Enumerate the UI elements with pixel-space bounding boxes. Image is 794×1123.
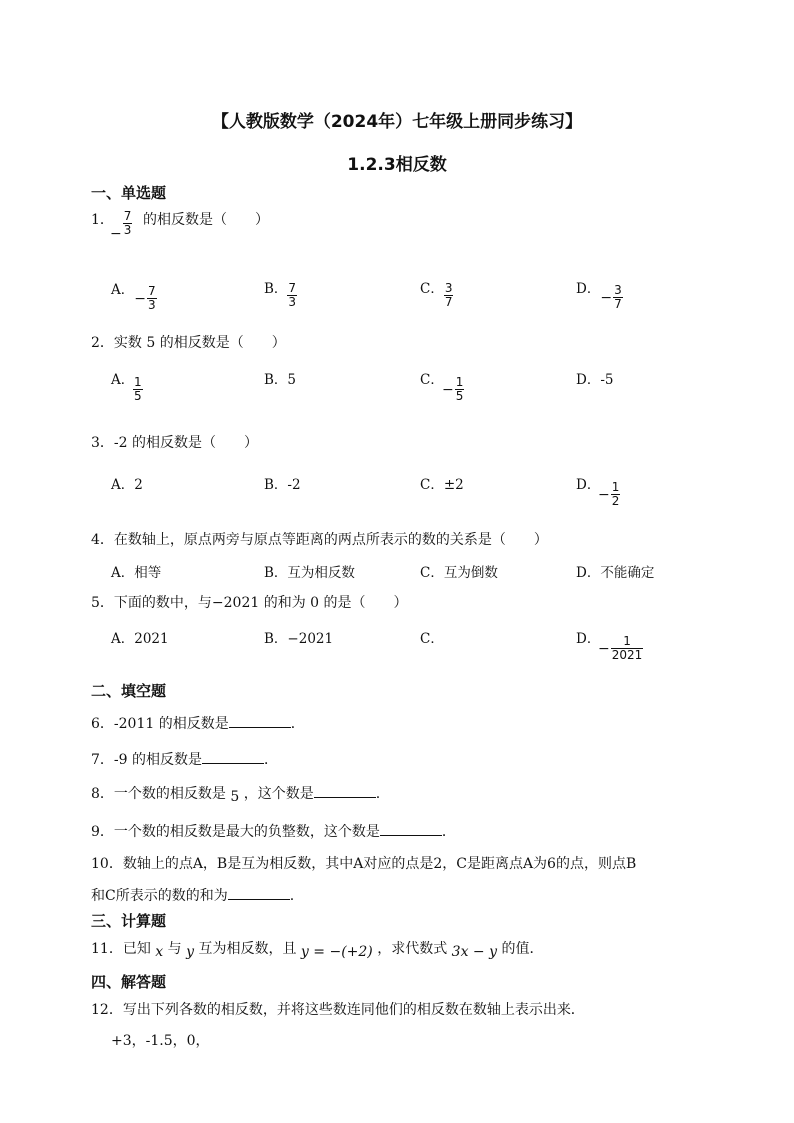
fraction: $\frac{7}{3}$: [123, 209, 132, 237]
answer-blank[interactable]: [380, 821, 442, 836]
section-heading-calculation: 三、计算题: [91, 912, 167, 930]
option-a[interactable]: A． $\frac{1}{5}$: [111, 372, 142, 403]
document-title: 【人教版数学（2024年）七年级上册同步练习】: [211, 112, 583, 132]
question-number: 1．: [91, 212, 114, 228]
option-a[interactable]: A．相等: [111, 565, 162, 581]
option-d[interactable]: D． − $\frac{1}{2}$: [576, 477, 620, 508]
minus-sign: −: [110, 225, 122, 242]
answer-blank[interactable]: [228, 885, 290, 900]
question-8: 8．一个数的相反数是 5 ，这个数是 .: [91, 783, 380, 803]
option-a[interactable]: A．2: [111, 477, 143, 493]
option-b[interactable]: B．互为相反数: [264, 565, 355, 581]
answer-blank[interactable]: [314, 783, 376, 798]
option-a[interactable]: A．2021: [111, 631, 169, 647]
variable-x: x: [155, 944, 164, 960]
question-9: 9．一个数的相反数是最大的负整数，这个数是 ．: [91, 821, 456, 841]
question-12: 12．写出下列各数的相反数，并将这些数连同他们的相反数在数轴上表示出来．: [91, 1002, 585, 1018]
document-subtitle: 1.2.3相反数: [347, 155, 447, 175]
question-2: 2．实数 5 的相反数是（ ）: [91, 335, 286, 351]
option-b[interactable]: B．-2: [264, 477, 301, 493]
section-heading-single-choice: 一、单选题: [91, 184, 167, 202]
option-d[interactable]: D． − $\frac{1}{2021}$: [576, 631, 643, 662]
question-1-fraction: [110, 209, 132, 242]
option-c[interactable]: C．±2: [420, 477, 464, 493]
question-3: 3．-2 的相反数是（ ）: [91, 435, 258, 451]
answer-blank[interactable]: [202, 749, 264, 764]
equation: y = −(+2): [300, 944, 373, 960]
option-b[interactable]: B． $\frac{7}{3}$: [264, 281, 297, 309]
question-7: 7．-9 的相反数是 ．: [91, 749, 278, 769]
question-10-line-1: 10．数轴上的点A，B是互为相反数，其中A对应的点是2，C是距离点A为6的点，则点B: [91, 856, 637, 872]
option-c[interactable]: C． − $\frac{1}{5}$: [420, 372, 464, 403]
question-5: 5．下面的数中，与−2021 的和为 0 的是（ ）: [91, 595, 408, 611]
variable-y: y: [186, 944, 195, 960]
option-d[interactable]: D．-5: [576, 372, 614, 388]
section-heading-answer: 四、解答题: [91, 973, 167, 991]
option-d[interactable]: D．− $\frac{3}{7}$: [576, 281, 622, 311]
option-c[interactable]: C．互为倒数: [420, 565, 498, 581]
expression: 3x − y: [451, 944, 498, 960]
question-6: 6．-2011 的相反数是 ．: [91, 713, 305, 733]
question-12-values: +3，-1.5，0，: [111, 1033, 210, 1049]
question-11: 11．已知 x 与 y 互为相反数，且 y = −(+2) ，求代数式 3x − y 的值．: [91, 941, 544, 960]
question-4: 4．在数轴上，原点两旁与原点等距离的两点所表示的数的关系是（ ）: [91, 532, 548, 548]
answer-blank[interactable]: [229, 713, 291, 728]
section-heading-fill-blank: 二、填空题: [91, 682, 167, 700]
option-b[interactable]: B．5: [264, 372, 297, 388]
option-c[interactable]: C．: [420, 631, 444, 647]
option-a[interactable]: A．− $\frac{7}{3}$: [111, 282, 156, 312]
option-d[interactable]: D．不能确定: [576, 565, 655, 581]
option-b[interactable]: B．−2021: [264, 631, 334, 647]
question-10-line-2: 和C所表示的数的和为 .: [91, 885, 294, 905]
question-1-text: 的相反数是（ ）: [143, 212, 269, 228]
option-c[interactable]: C． $\frac{3}{7}$: [420, 281, 453, 309]
